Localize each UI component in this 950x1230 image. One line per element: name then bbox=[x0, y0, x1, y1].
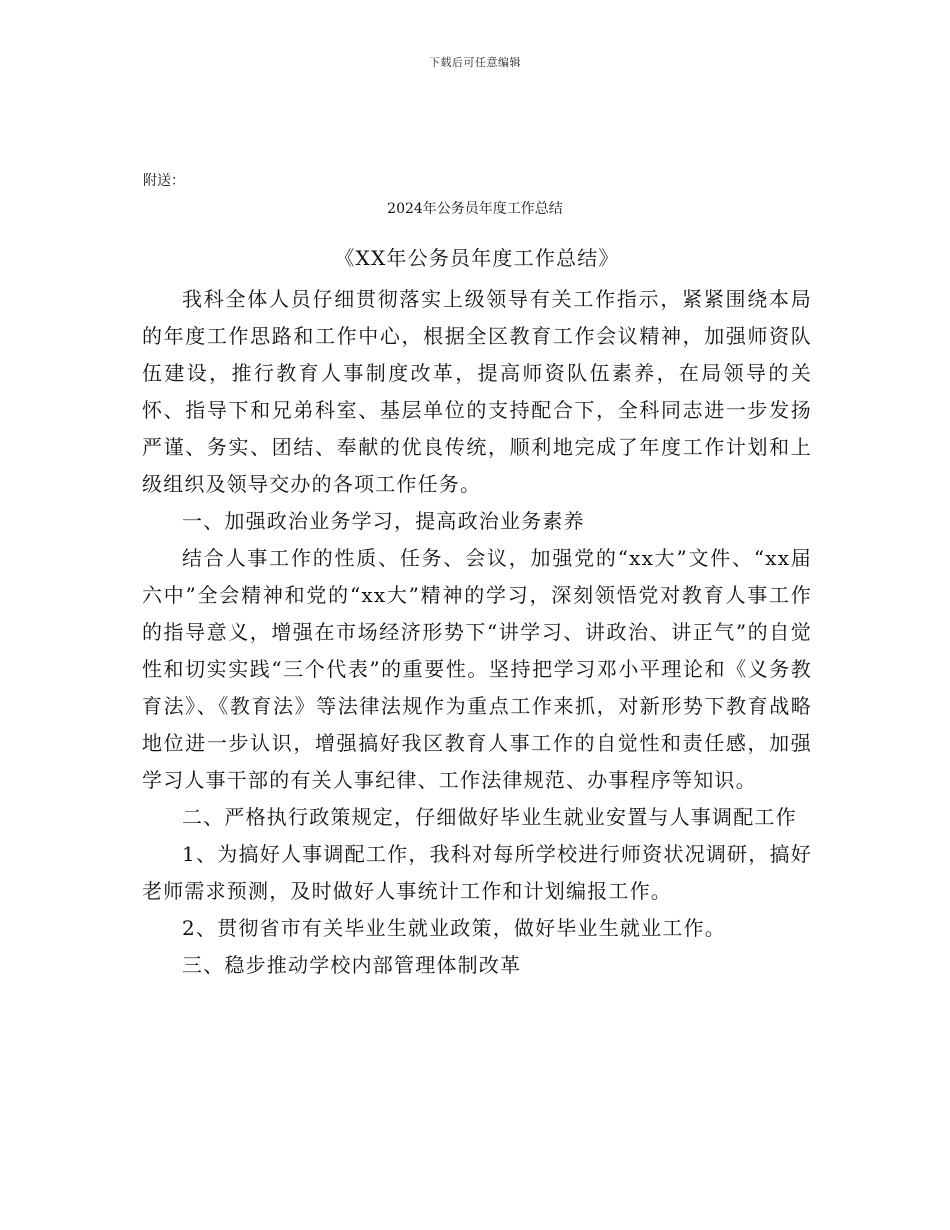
document-body bbox=[142, 240, 812, 984]
section-heading-3: 三、稳步推动学校内部管理体制改革 bbox=[182, 953, 522, 977]
page-header-note: 下载后可任意编辑 bbox=[429, 56, 521, 69]
section-1-paragraph: 结合人事工作的性质、任务、会议，加强党的“xx大”文件、“xx届六中”全会精神和党的“xx大”精神的学习，深刻领悟党对教育人事工作的指导意义，增强在市场经济形势下“讲学习、讲政治、讲正气”的自觉性和切实实践“三个代表”的重要性。坚持把学习邓小平理论和《义务教育法》、《教育法》等法律法规作为重点工作来抓，对新形势下教育战略地位进一步认识，增强搞好我区教育人事工作的自觉性和责任感，加强学习人事干部的有关人事纪律、工作法律规范、办事程序等知识。 bbox=[142, 546, 812, 792]
section-heading-1: 一、加强政治业务学习，提高政治业务素养 bbox=[182, 509, 585, 533]
intro-paragraph: 我科全体人员仔细贯彻落实上级领导有关工作指示，紧紧围绕本局的年度工作思路和工作中心，根据全区教育工作会议精神，加强师资队伍建设，推行教育人事制度改革，提高师资队伍素养，在局领导的关怀、指导下和兄弟科室、基层单位的支持配合下，全科同志进一步发扬严谨、务实、团结、奉献的优良传统，顺利地完成了年度工作计划和上级组织及领导交办的各项工作任务。 bbox=[142, 287, 812, 496]
section-heading-2: 二、严格执行政策规定，仔细做好毕业生就业安置与人事调配工作 bbox=[182, 805, 797, 829]
document-title: 2024年公务员年度工作总结 bbox=[387, 201, 563, 217]
section-2-item-2: 2、贯彻省市有关毕业生就业政策，做好毕业生就业工作。 bbox=[182, 916, 726, 940]
document-subtitle: 《XX年公务员年度工作总结》 bbox=[334, 246, 620, 270]
attachment-label: 附送： bbox=[143, 173, 185, 189]
section-2-item-1: 1、为搞好人事调配工作，我科对每所学校进行师资状况调研，搞好老师需求预测，及时做好人事统计工作和计划编报工作。 bbox=[142, 842, 812, 903]
